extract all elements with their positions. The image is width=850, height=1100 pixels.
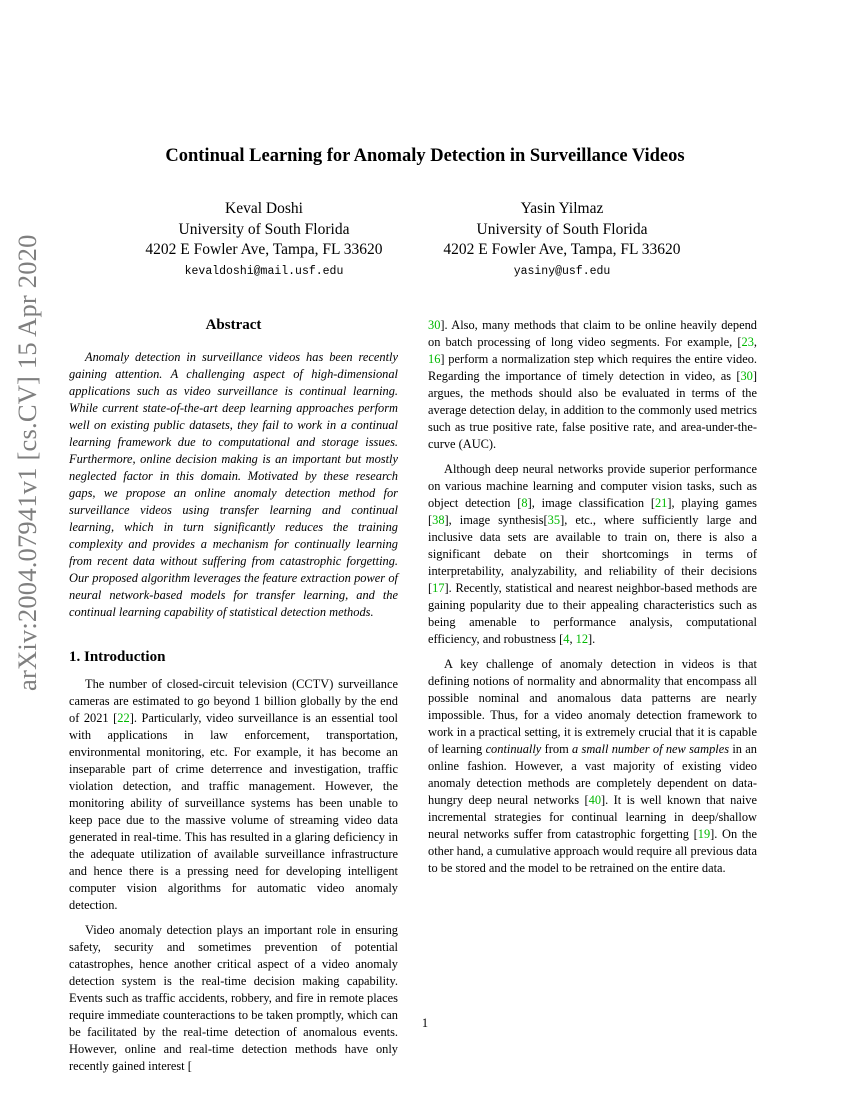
- citation-link[interactable]: 12: [575, 632, 589, 646]
- citation-link[interactable]: 17: [432, 581, 445, 595]
- text-run: Video anomaly detection plays an important role in ensuring safety, security and sometimes prevention of potential catastrophes, hence another critical aspect of a video anomaly detection system is the real-time decision making capability. Events such as traffic accidents, robbery, and fire in remote places require immediate counteractions to be taken promptly, which can be facilitated by the real-time detection of anomalous events. However, online and real-time detection methods have only recently gained interest [: [69, 923, 398, 1073]
- text-run: from: [541, 742, 573, 756]
- arxiv-stamp: [8, 234, 48, 695]
- text-run: A key challenge of anomaly detection in videos is that defining notions of normality and abnormality that encompass all possible nominal and anomalous data patterns are nearly impossible. Thus, for a video anomaly detection framework to work in a practical setting, it is extremely crucial that it is capable of learning: [428, 657, 757, 756]
- citation-link[interactable]: 40: [588, 793, 602, 807]
- citation-link[interactable]: 38: [432, 513, 445, 527]
- text-run: ].: [588, 632, 596, 646]
- text-run: ], etc., where sufficiently large and inclusive data sets are available to train on, there is also a significant debate on their shortcomings in terms of interpretability, analyzability, and reliability of their decisions [: [428, 513, 757, 595]
- citation-link[interactable]: 30: [428, 318, 441, 332]
- right-column: [428, 317, 757, 877]
- citation-link[interactable]: 8: [521, 496, 528, 510]
- citation-link[interactable]: 30: [740, 369, 753, 383]
- text-run: ]. It is well known that naive incremental strategies for continual learning in deep/shallow neural networks suffer from catastrophic forgetting [: [428, 793, 757, 841]
- citation-link[interactable]: 21: [654, 496, 668, 510]
- author-name: Keval Doshi: [225, 200, 303, 217]
- intro-paragraph-1: [69, 676, 398, 914]
- emphasis-text: continually: [485, 742, 542, 756]
- text-run: in an online fashion. However, a vast majority of existing video anomaly detection methods are completely dependent on data-hungry deep neural networks [: [428, 742, 757, 807]
- author-block-1: [114, 199, 414, 282]
- text-run: ]. Recently, statistical and nearest neighbor-based methods are gaining popularity due to their appealing characteristics such as being amenable to performance analysis, computational efficiency, and robustness [: [428, 581, 757, 646]
- text-run: ], image synthesis[: [444, 513, 548, 527]
- text-run: ], image classification [: [527, 496, 655, 510]
- text-run: ,: [569, 632, 576, 646]
- author-affiliation: University of South Florida: [178, 220, 350, 238]
- text-run: ]. Particularly, video surveillance is an essential tool with applications in law enforcement, transportation, environmental monitoring, etc. For example, it has become an inseparable part of crime deterrence and investigation, traffic violation detection, and traffic management. However, the monitoring ability of surveillance systems has been unable to keep pace due to the massive volume of streaming video data generated in real-time. This has resulted in a glaring deficiency in the adequate utilization of available surveillance infrastructure and hence there is a pressing need for developing intelligent computer vision algorithms for automatic video anomaly detection.: [69, 711, 398, 912]
- citation-link[interactable]: 35: [547, 513, 561, 527]
- author-address: 4202 E Fowler Ave, Tampa, FL 33620: [443, 241, 681, 258]
- citation-link[interactable]: 23: [741, 335, 754, 349]
- abstract-text: Anomaly detection in surveillance videos has been recently gaining attention. A challenging aspect of high-dimensional applications such as video surveillance is continual learning. While current state-of-the-art deep learning approaches perform well on existing public datasets, they fail to work in a continual learning framework due to computational and storage issues. Furthermore, online decision making is an important but mostly neglected factor in this domain. Motivated by these research gaps, we propose an online anomaly detection method for surveillance videos using transfer learning and continual learning, which in turn significantly reduces the training complexity and provides a mechanism for continually learning from recent data without suffering from catastrophic forgetting. Our proposed algorithm leverages the feature extraction power of neural network-based models for transfer learning, and the continual learning capability of statistical detection methods.: [69, 350, 398, 619]
- citation-link[interactable]: 22: [117, 711, 130, 725]
- citation-link[interactable]: 16: [428, 352, 441, 366]
- page-number: 1: [421, 1016, 429, 1030]
- left-column: [69, 316, 398, 1075]
- text-run: Although deep neural networks provide superior performance on various machine learning and computer vision tasks, such as object detection [: [428, 462, 757, 510]
- author-block-2: [412, 199, 712, 282]
- intro-paragraph-4: [428, 656, 757, 877]
- text-run: ], playing games [: [428, 496, 757, 527]
- citation-link[interactable]: 4: [563, 632, 570, 646]
- emphasis-text: a small number of new samples: [572, 742, 730, 756]
- text-run: The number of closed-circuit television (CCTV) surveillance cameras are estimated to go beyond 1 billion globally by the end of 2021 [: [69, 677, 398, 725]
- paper-title: Continual Learning for Anomaly Detection in Surveillance Videos: [165, 146, 685, 166]
- intro-paragraph-3: [428, 461, 757, 648]
- text-run: ]. On the other hand, a cumulative approach would require all previous data to be stored and the model to be retrained on the entire data.: [428, 827, 757, 875]
- section-heading-introduction: 1. Introduction: [69, 649, 166, 665]
- citation-link[interactable]: 19: [697, 827, 711, 841]
- author-email[interactable]: kevaldoshi@mail.usf.edu: [184, 264, 344, 278]
- intro-paragraph-2: [69, 922, 398, 1075]
- text-run: ] perform a normalization step which requires the entire video. Regarding the importance of timely detection in video, as [: [428, 352, 757, 383]
- author-email[interactable]: yasiny@usf.edu: [513, 264, 611, 278]
- arxiv-stamp-text: arXiv:2004.07941v1 [cs.CV] 15 Apr 2020: [12, 234, 42, 691]
- intro-paragraph-2-continued: [428, 317, 757, 453]
- text-run: ,: [753, 335, 757, 349]
- abstract-heading: Abstract: [205, 317, 262, 333]
- text-run: ]. Also, many methods that claim to be online heavily depend on batch processing of long video segments. For example, [: [428, 318, 757, 349]
- author-name: Yasin Yilmaz: [520, 200, 604, 217]
- author-address: 4202 E Fowler Ave, Tampa, FL 33620: [145, 241, 383, 258]
- text-run: ] argues, the methods should also be evaluated in terms of the average detection delay, in addition to the commonly used metrics such as true positive rate, false positive rate, and area-under-the-curve (AUC).: [428, 369, 757, 451]
- author-affiliation: University of South Florida: [476, 220, 648, 238]
